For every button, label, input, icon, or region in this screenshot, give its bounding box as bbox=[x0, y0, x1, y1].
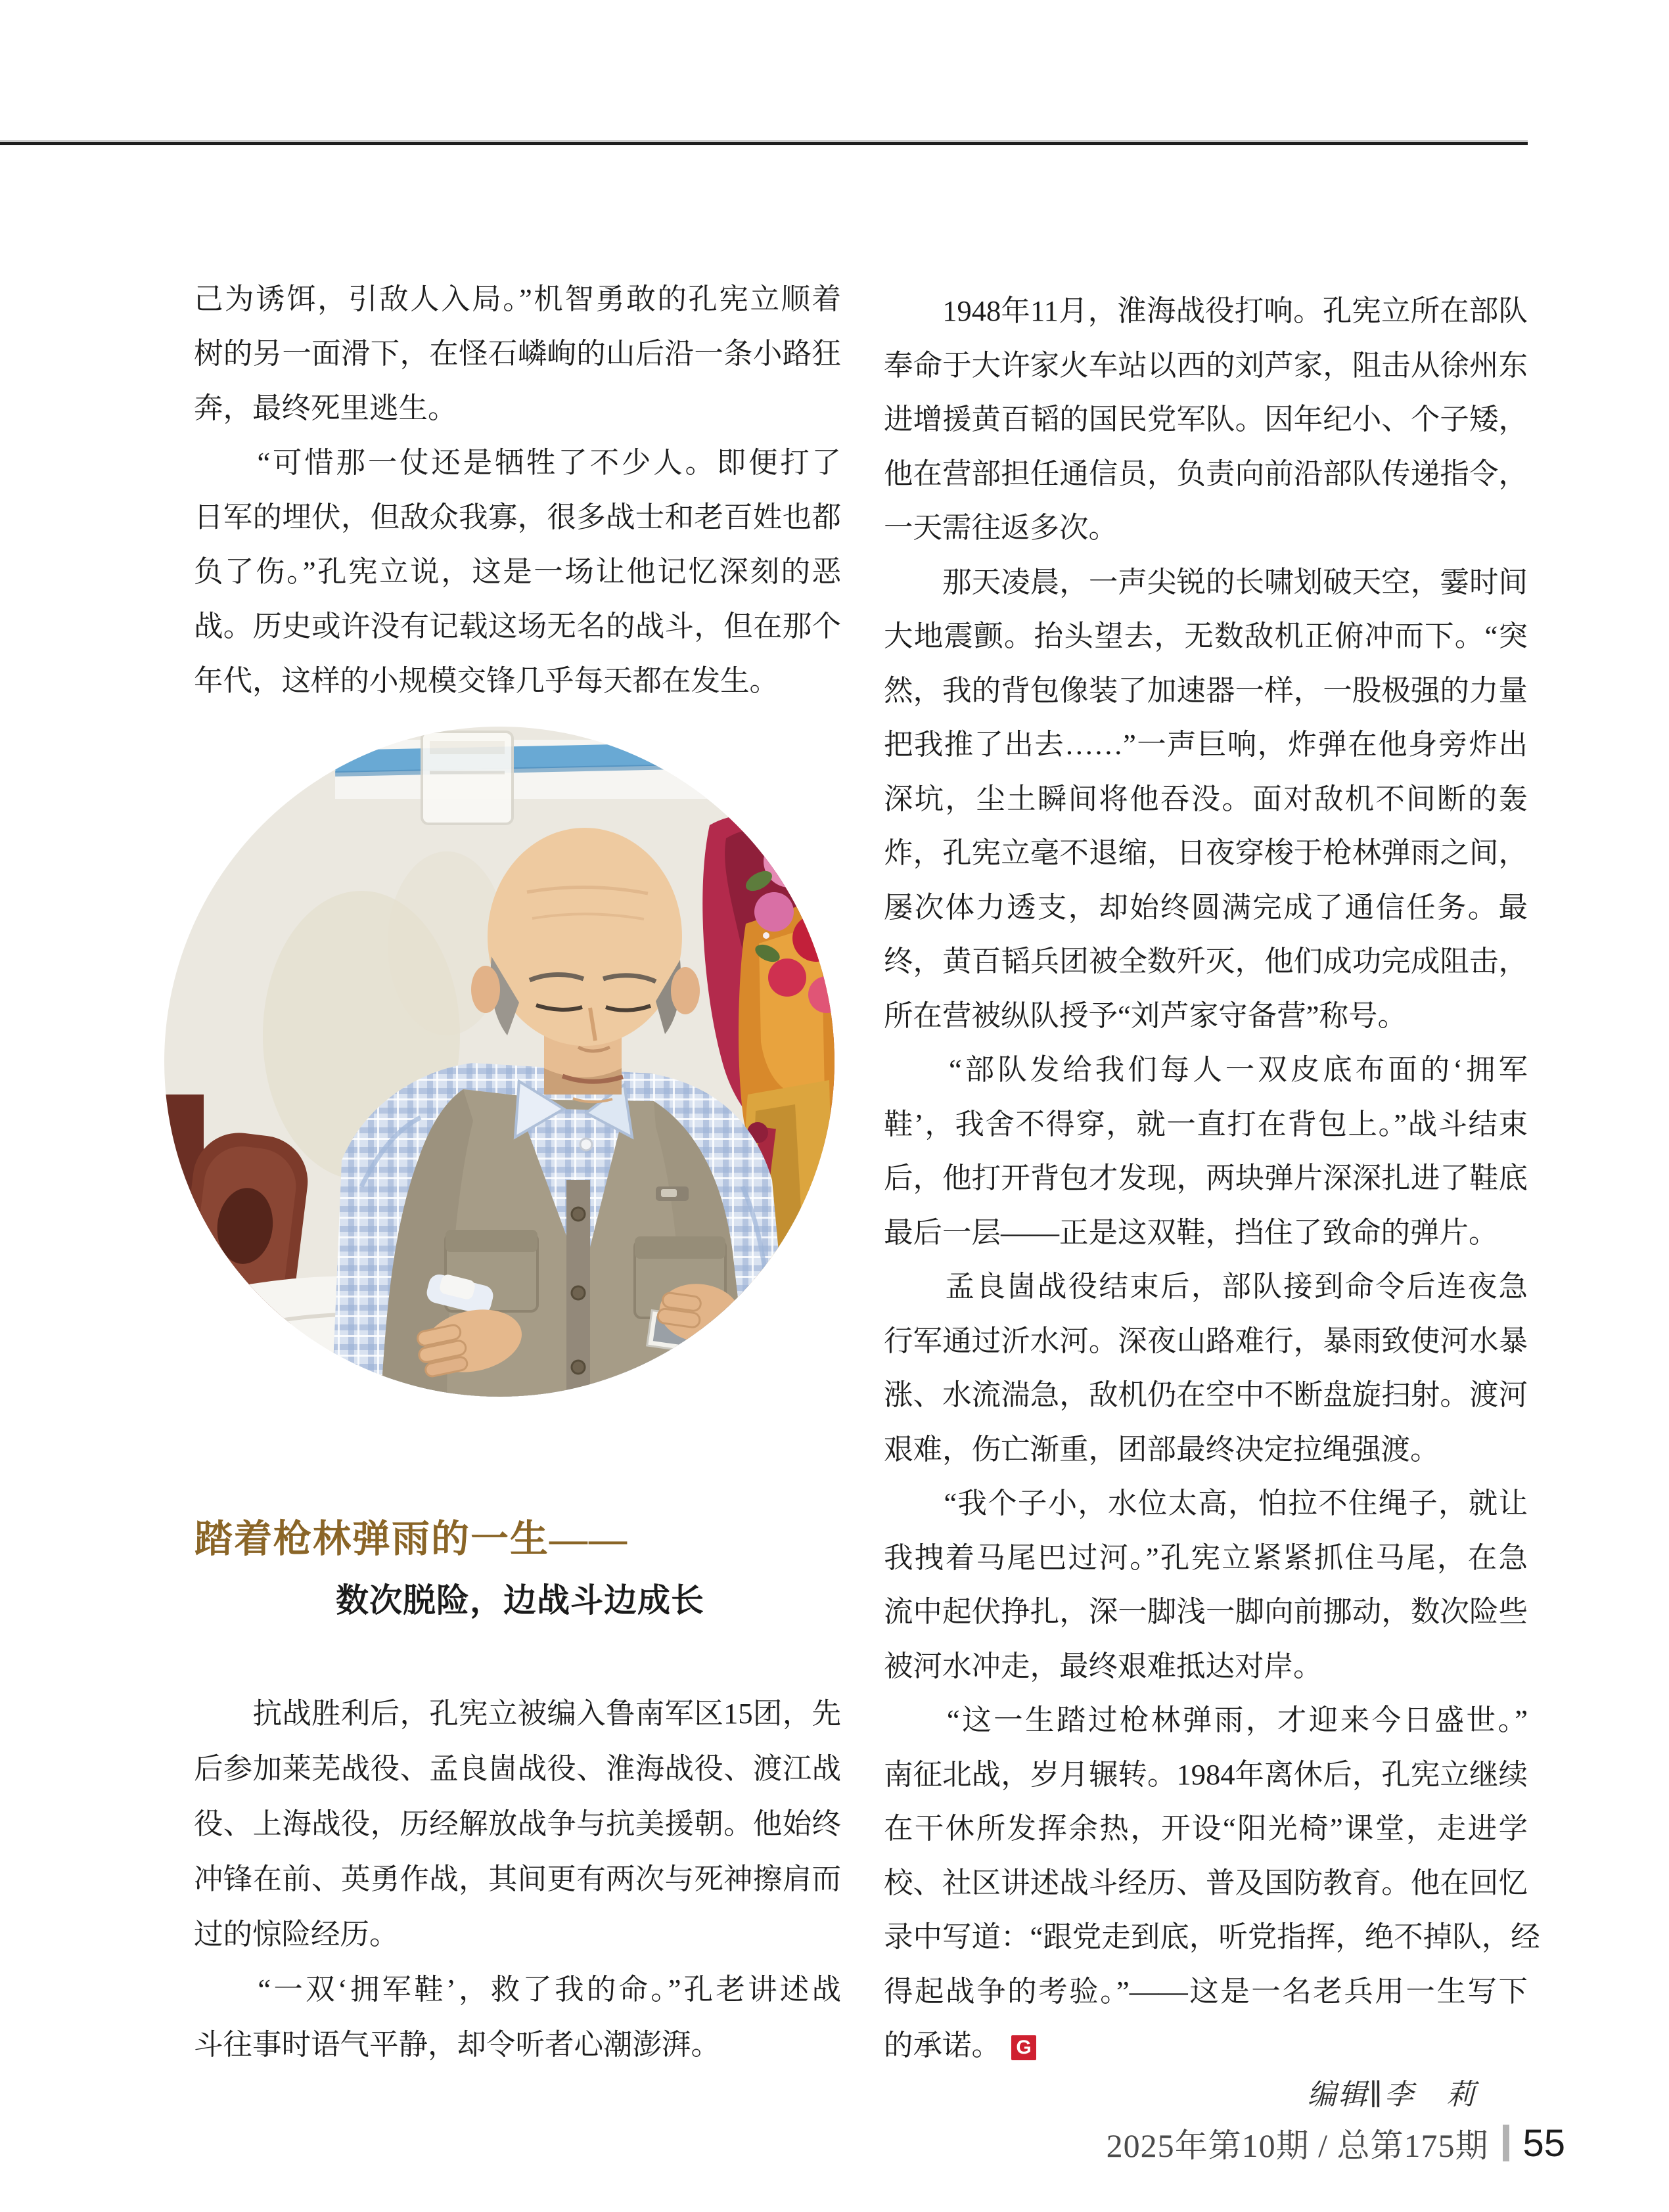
text-line: 奔，最终死里逃生。 bbox=[194, 392, 457, 424]
text-line: 艰难，伤亡渐重，团部最终决定拉绳强渡。 bbox=[884, 1432, 1440, 1466]
text-line: 得起战争的考验。”——这是一名老兵用一生写下 bbox=[884, 1974, 1528, 2008]
text-line: 后，他打开背包才发现，两块弹片深深扎进了鞋底 bbox=[884, 1162, 1528, 1194]
text-line: 的承诺。 G bbox=[884, 2018, 1528, 2073]
text-line: 孟良崮战役结束后，部队接到命令后连夜急 bbox=[884, 1270, 1528, 1303]
text-line: 那天凌晨，一声尖锐的长啸划破天空，霎时间 bbox=[884, 565, 1528, 598]
text-line: 涨、水流湍急，敌机仍在空中不断盘旋扫射。渡河 bbox=[884, 1378, 1528, 1411]
text-line: 战。历史或许没有记载这场无名的战斗，但在那个 bbox=[194, 610, 841, 643]
footer-issue-line bbox=[1107, 2119, 1565, 2167]
text-line: 冲锋在前、英勇作战，其间更有两次与死神擦肩而 bbox=[194, 1862, 841, 1895]
text-line: 我拽着马尾巴过河。”孔宪立紧紧抓住马尾，在急 bbox=[884, 1541, 1528, 1574]
text-line: 最后一层——正是这双鞋，挡住了致命的弹片。 bbox=[884, 1215, 1498, 1249]
header-rule bbox=[0, 142, 1528, 145]
issue-info: 2025年第10期 / 总第175期 bbox=[1106, 2127, 1489, 2164]
text-line: 一天需往返多次。 bbox=[884, 511, 1118, 544]
text-line: “部队发给我们每人一双皮底布面的‘拥军 bbox=[884, 1053, 1528, 1086]
text-line: “可惜那一仗还是牺牲了不少人。即便打了 bbox=[194, 446, 841, 479]
text-line: 年代，这样的小规模交锋几乎每天都在发生。 bbox=[194, 664, 779, 697]
text-line: 鞋’，我舍不得穿，就一直打在背包上。”战斗结束 bbox=[884, 1107, 1528, 1140]
text-line: 录中写道：“跟党走到底，听党指挥，绝不掉队，经 bbox=[884, 1920, 1540, 1953]
section-kicker: 踏着枪林弹雨的一生—— bbox=[194, 1518, 629, 1560]
article-end-mark: G bbox=[1011, 2035, 1036, 2060]
text-line: “我个子小，水位太高，怕拉不住绳子，就让 bbox=[884, 1487, 1528, 1520]
text-line: 深坑，尘土瞬间将他吞没。面对敌机不间断的轰 bbox=[884, 782, 1528, 815]
text-line: 终，黄百韬兵团被全数歼灭，他们成功完成阻击， bbox=[884, 945, 1528, 978]
text-line: 校、社区讲述战斗经历、普及国防教育。他在回忆 bbox=[884, 1866, 1528, 1899]
text-line: 然，我的背包像装了加速器一样，一股极强的力量 bbox=[884, 673, 1528, 707]
text-line: 流中起伏挣扎，深一脚浅一脚向前挪动，数次险些 bbox=[884, 1595, 1528, 1628]
text-line: 后参加莱芜战役、孟良崮战役、淮海战役、渡江战 bbox=[194, 1752, 841, 1785]
editor-credit: 编辑∥李 莉 bbox=[1307, 2079, 1477, 2111]
text-line: 南征北战，岁月辗转。1984年离休后，孔宪立继续 bbox=[884, 1757, 1528, 1791]
text-line: 己为诱饵，引敌人入局。”机智勇敢的孔宪立顺着 bbox=[194, 282, 841, 315]
section-subtitle: 数次脱险，边战斗边成长 bbox=[336, 1582, 704, 1619]
text-line: 所在营被纵队授予“刘芦家守备营”称号。 bbox=[884, 999, 1407, 1032]
text-line: 负了伤。”孔宪立说，这是一场让他记忆深刻的恶 bbox=[194, 555, 841, 588]
text-line: 把我推了出去……”一声巨响，炸弹在他身旁炸出 bbox=[884, 728, 1528, 761]
portrait-photo-illustration bbox=[164, 727, 834, 1397]
text-line: 役、上海战役，历经解放战争与抗美援朝。他始终 bbox=[194, 1807, 841, 1840]
text-line: 过的惊险经历。 bbox=[194, 1918, 399, 1951]
text-line: 抗战胜利后，孔宪立被编入鲁南军区15团，先 bbox=[194, 1697, 841, 1730]
portrait-photo bbox=[164, 727, 834, 1397]
text-line: 斗往事时语气平静，却令听者心潮澎湃。 bbox=[194, 2028, 721, 2061]
text-line: 屡次体力透支，却始终圆满完成了通信任务。最 bbox=[884, 890, 1528, 924]
text-line: 奉命于大许家火车站以西的刘芦家，阻击从徐州东 bbox=[884, 348, 1528, 382]
page-number-divider bbox=[1503, 2125, 1509, 2161]
text-line: 他在营部担任通信员，负责向前沿部队传递指令， bbox=[884, 457, 1528, 490]
text-line: “一双‘拥军鞋’，救了我的命。”孔老讲述战 bbox=[194, 1973, 841, 2006]
text-line: “这一生踏过枪林弹雨，才迎来今日盛世。” bbox=[884, 1704, 1528, 1736]
text-line: 大地震颤。抬头望去，无数敌机正俯冲而下。“突 bbox=[884, 620, 1528, 652]
section-heading bbox=[194, 1515, 842, 1621]
page-number: 55 bbox=[1522, 2121, 1565, 2165]
left-column-top-text bbox=[194, 272, 841, 708]
text-line: 日军的埋伏，但敌众我寡，很多战士和老百姓也都 bbox=[194, 501, 841, 533]
right-column-text bbox=[884, 284, 1540, 2073]
text-line: 1948年11月，淮海战役打响。孔宪立所在部队 bbox=[884, 294, 1528, 327]
text-line: 炸，孔宪立毫不退缩，日夜穿梭于枪林弹雨之间， bbox=[884, 836, 1528, 869]
text-line: 树的另一面滑下，在怪石嶙峋的山后沿一条小路狂 bbox=[194, 337, 841, 370]
text-line: 在干休所发挥余热，开设“阳光椅”课堂，走进学 bbox=[884, 1812, 1528, 1845]
left-column-bottom-text bbox=[194, 1686, 841, 2072]
text-line: 被河水冲走，最终艰难抵达对岸。 bbox=[884, 1649, 1323, 1682]
text-line: 进增援黄百韬的国民党军队。因年纪小、个子矮， bbox=[884, 403, 1528, 436]
text-line: 行军通过沂水河。深夜山路难行，暴雨致使河水暴 bbox=[884, 1324, 1528, 1357]
